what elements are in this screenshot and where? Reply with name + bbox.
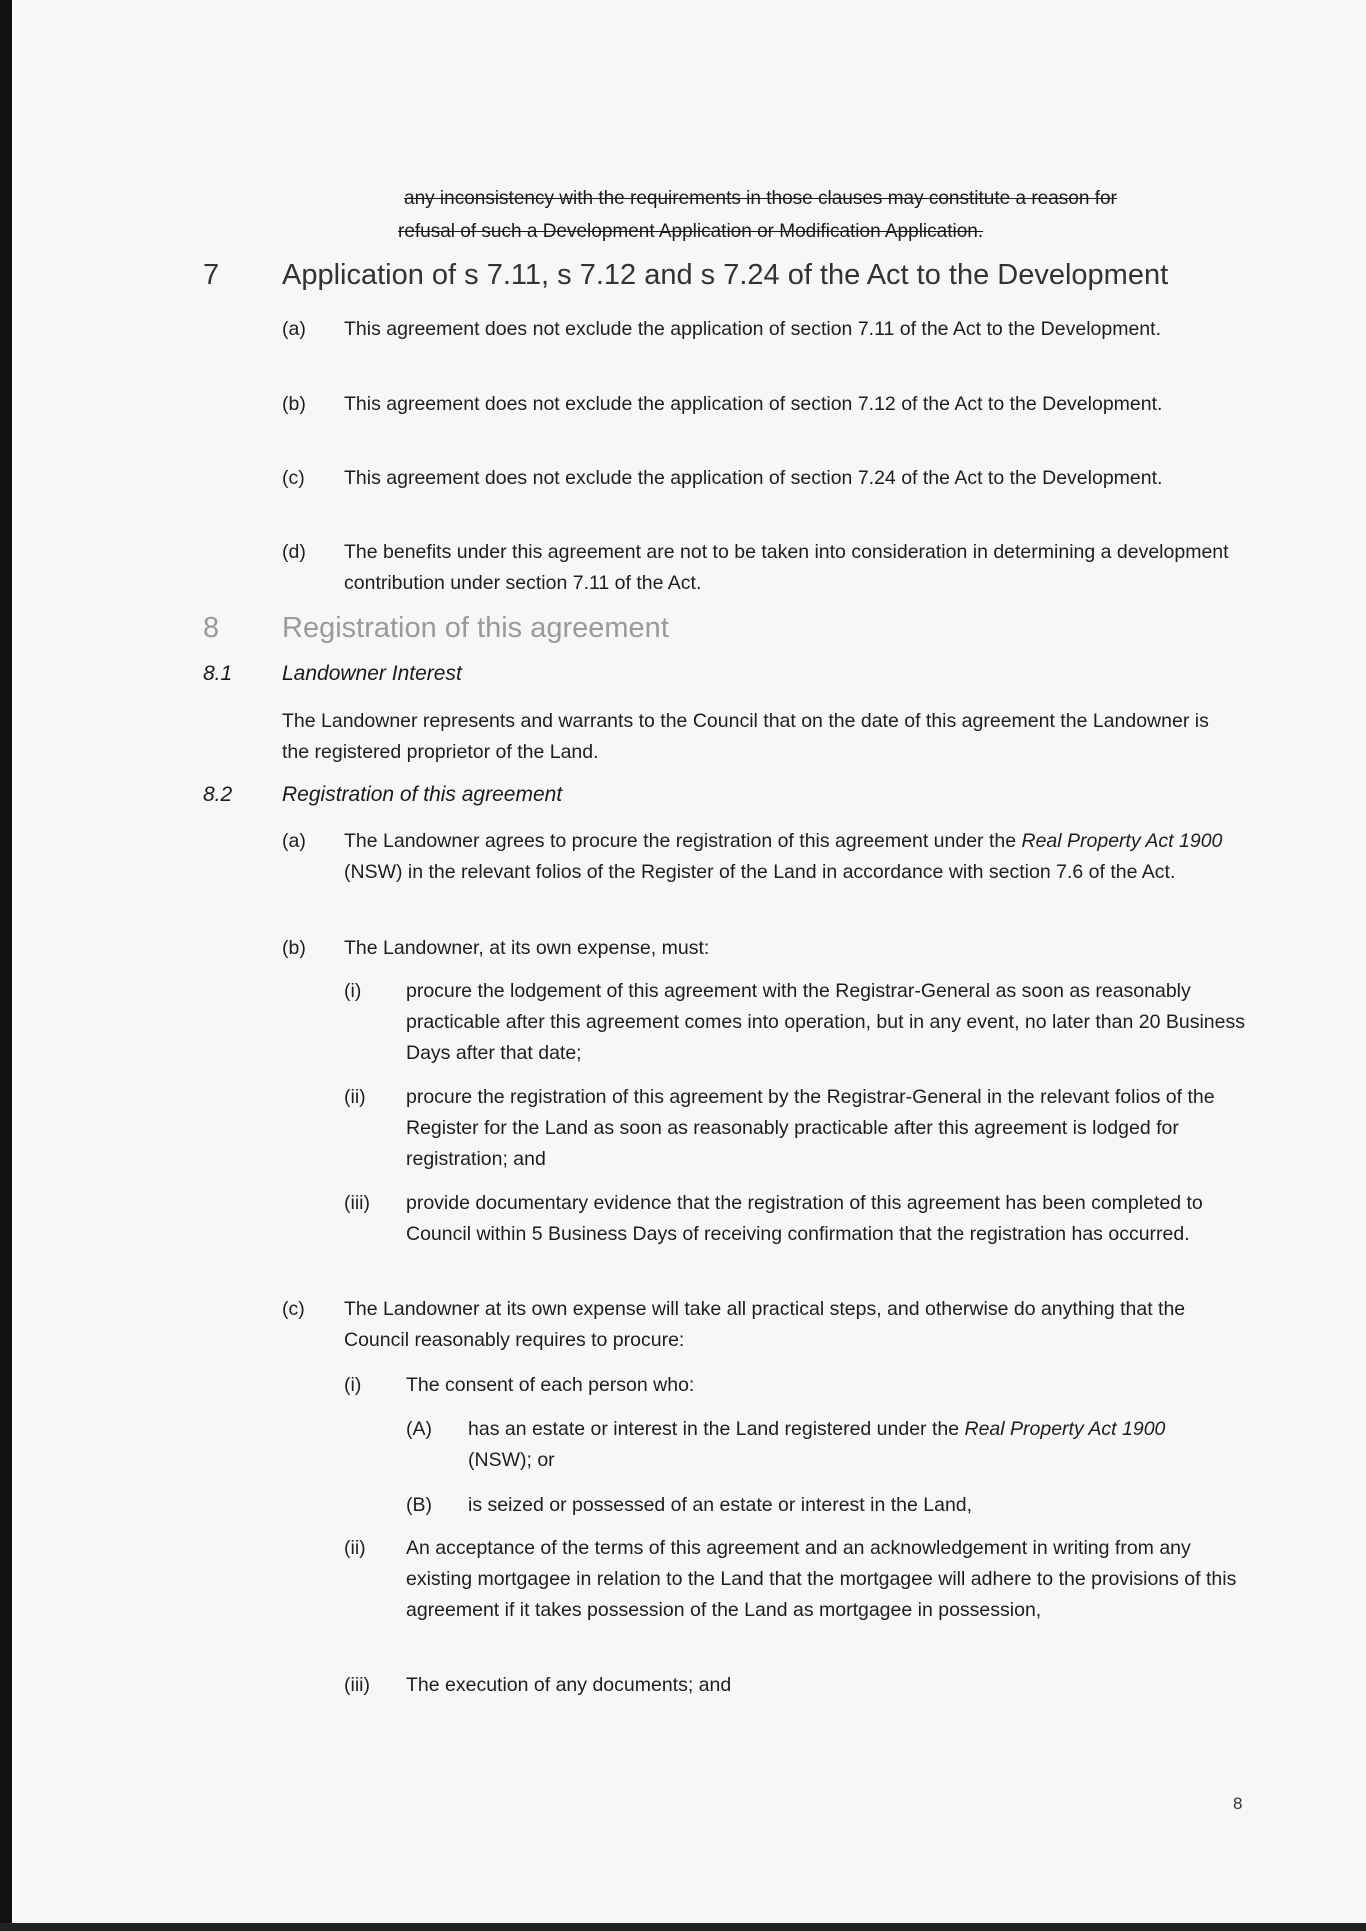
s82-c-ii-label: (ii) bbox=[344, 1537, 366, 1559]
subsection-8-1-title: Landowner Interest bbox=[282, 662, 462, 685]
s82-c-A-post: (NSW); or bbox=[468, 1449, 555, 1471]
subsection-8-1-text: The Landowner represents and warrants to the Council that on the date of this agreement the Landowner is the registered proprietor of the Land. bbox=[282, 710, 1209, 763]
s7-item-b-label: (b) bbox=[282, 393, 306, 415]
subsection-8-2-title: Registration of this agreement bbox=[282, 783, 563, 806]
section-7-number: 7 bbox=[203, 259, 220, 291]
s82-b-i-text: procure the lodgement of this agreement with the Registrar-General as soon as reasonably practicable after this agreement comes into operation, but in any event, no later than 20 Business Days after that date; bbox=[406, 980, 1245, 1064]
section-8-number: 8 bbox=[203, 612, 220, 644]
page-number: 8 bbox=[1233, 1794, 1243, 1813]
s82-item-b-label: (b) bbox=[282, 937, 306, 959]
section-7-title: Application of s 7.11, s 7.12 and s 7.24 of the Act to the Development bbox=[282, 259, 1169, 291]
section-8-title: Registration of this agreement bbox=[282, 612, 669, 644]
s7-item-c-text: This agreement does not exclude the application of section 7.24 of the Act to the Development. bbox=[344, 467, 1163, 489]
scan-edge-left bbox=[0, 0, 12, 1931]
subsection-8-1-number: 8.1 bbox=[203, 662, 233, 685]
s82-item-c-text: The Landowner at its own expense will take all practical steps, and otherwise do anything that the Council reasonably requires to procure: bbox=[344, 1298, 1186, 1351]
s82-a-pre: The Landowner agrees to procure the registration of this agreement under the bbox=[344, 830, 1022, 852]
s82-b-ii-text: procure the registration of this agreement by the Registrar-General in the relevant folios of the Register for the Land as soon as reasonably practicable after this agreement is lodged for registration; and bbox=[406, 1086, 1215, 1170]
s82-c-ii-text: An acceptance of the terms of this agreement and an acknowledgement in writing from any existing mortgagee in relation to the Land that the mortgagee will adhere to the provisions of this agreement if it takes possession of the Land as mortgagee in possession, bbox=[406, 1537, 1237, 1621]
s82-item-a-text bbox=[344, 826, 1244, 888]
s7-item-a-label: (a) bbox=[282, 318, 306, 340]
s7-item-b-text: This agreement does not exclude the application of section 7.12 of the Act to the Development. bbox=[344, 393, 1163, 415]
s82-b-iii-label: (iii) bbox=[344, 1192, 370, 1214]
s82-c-iii-label: (iii) bbox=[344, 1674, 370, 1696]
s7-item-d-label: (d) bbox=[282, 541, 306, 563]
s82-c-i-B-text: is seized or possessed of an estate or interest in the Land, bbox=[468, 1494, 973, 1516]
s82-b-iii-text: provide documentary evidence that the registration of this agreement has been completed to Council within 5 Business Days of receiving confirmation that the registration has occurred. bbox=[406, 1192, 1203, 1245]
s82-c-i-A-label: (A) bbox=[406, 1418, 432, 1440]
s82-c-A-pre: has an estate or interest in the Land registered under the bbox=[468, 1418, 965, 1440]
scan-edge-bottom bbox=[0, 1923, 1366, 1931]
s7-item-c-label: (c) bbox=[282, 467, 305, 489]
s7-item-d-text: The benefits under this agreement are not to be taken into consideration in determining a development contribution under section 7.11 of the Act. bbox=[344, 541, 1229, 594]
s82-c-i-label: (i) bbox=[344, 1374, 362, 1396]
s82-item-a-label: (a) bbox=[282, 830, 306, 852]
s82-c-A-act-title: Real Property Act 1900 bbox=[964, 1418, 1166, 1440]
s82-a-act-title: Real Property Act 1900 bbox=[1021, 830, 1223, 852]
s82-a-post: (NSW) in the relevant folios of the Register of the Land in accordance with section 7.6 of the Act. bbox=[344, 861, 1176, 883]
s82-b-ii-label: (ii) bbox=[344, 1086, 366, 1108]
struck-line-2: refusal of such a Development Application or Modification Application. bbox=[398, 221, 984, 242]
struck-line-1: any inconsistency with the requirements in those clauses may constitute a reason for bbox=[404, 188, 1117, 209]
s82-c-iii-text: The execution of any documents; and bbox=[406, 1674, 732, 1696]
s82-item-b-text: The Landowner, at its own expense, must: bbox=[344, 937, 710, 959]
subsection-8-2-number: 8.2 bbox=[203, 783, 233, 806]
s82-c-i-text: The consent of each person who: bbox=[406, 1374, 695, 1396]
s82-b-i-label: (i) bbox=[344, 980, 362, 1002]
s82-item-c-label: (c) bbox=[282, 1298, 305, 1320]
s7-item-a-text: This agreement does not exclude the application of section 7.11 of the Act to the Development. bbox=[344, 318, 1161, 340]
s82-c-i-B-label: (B) bbox=[406, 1494, 432, 1516]
s82-c-i-A-text bbox=[468, 1414, 1228, 1476]
